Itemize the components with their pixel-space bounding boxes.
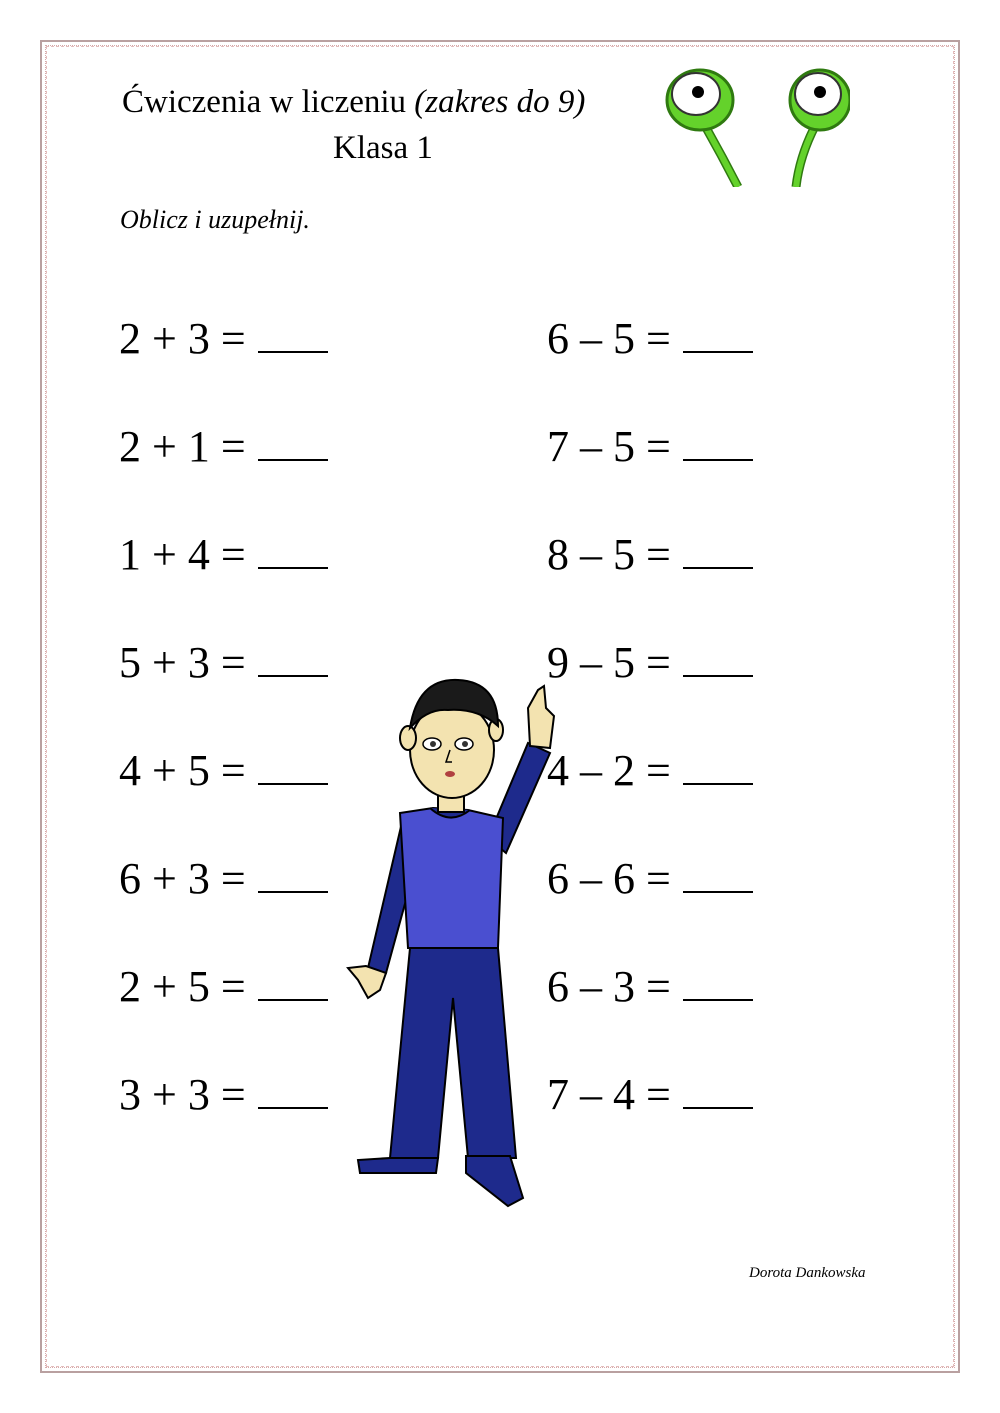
- author-signature: Dorota Dankowska: [749, 1265, 866, 1281]
- equation-text: 4 – 2 =: [547, 746, 671, 795]
- equation-text: 6 – 6 =: [547, 854, 671, 903]
- worksheet-title: [122, 84, 585, 121]
- snail-eyes-icon: [660, 62, 850, 187]
- answer-blank[interactable]: [258, 425, 328, 461]
- exercise-row: [119, 962, 328, 1011]
- grade-label: Klasa 1: [333, 130, 433, 166]
- equation-text: 4 + 5 =: [119, 746, 246, 795]
- equation-text: 6 + 3 =: [119, 854, 246, 903]
- equation-text: 6 – 5 =: [547, 314, 671, 363]
- equation-text: 8 – 5 =: [547, 530, 671, 579]
- title-main: Ćwiczenia w liczeniu: [122, 84, 407, 120]
- exercise-row: [547, 746, 753, 795]
- equation-text: 9 – 5 =: [547, 638, 671, 687]
- equation-text: 5 + 3 =: [119, 638, 246, 687]
- equation-text: 1 + 4 =: [119, 530, 246, 579]
- exercise-row: [547, 314, 753, 363]
- exercise-row: [119, 746, 328, 795]
- equation-text: 2 + 1 =: [119, 422, 246, 471]
- exercise-row: [119, 1070, 328, 1119]
- boy-pointing-illustration: [338, 668, 568, 1213]
- answer-blank[interactable]: [683, 749, 753, 785]
- exercise-row: [547, 854, 753, 903]
- equation-text: 6 – 3 =: [547, 962, 671, 1011]
- answer-blank[interactable]: [258, 857, 328, 893]
- answer-blank[interactable]: [683, 857, 753, 893]
- title-range: (zakres do 9): [414, 84, 586, 120]
- answer-blank[interactable]: [683, 965, 753, 1001]
- exercise-row: [547, 1070, 753, 1119]
- exercise-row: [547, 638, 753, 687]
- answer-blank[interactable]: [683, 1073, 753, 1109]
- exercise-row: [119, 422, 328, 471]
- answer-blank[interactable]: [258, 317, 328, 353]
- equation-text: 2 + 5 =: [119, 962, 246, 1011]
- answer-blank[interactable]: [258, 1073, 328, 1109]
- answer-blank[interactable]: [258, 749, 328, 785]
- equation-text: 7 – 4 =: [547, 1070, 671, 1119]
- answer-blank[interactable]: [683, 533, 753, 569]
- exercise-row: [547, 530, 753, 579]
- equation-text: 3 + 3 =: [119, 1070, 246, 1119]
- answer-blank[interactable]: [683, 425, 753, 461]
- equation-text: 2 + 3 =: [119, 314, 246, 363]
- exercise-row: [547, 422, 753, 471]
- answer-blank[interactable]: [683, 641, 753, 677]
- answer-blank[interactable]: [258, 533, 328, 569]
- answer-blank[interactable]: [258, 965, 328, 1001]
- instruction-text: Oblicz i uzupełnij.: [120, 205, 310, 234]
- answer-blank[interactable]: [258, 641, 328, 677]
- equation-text: 7 – 5 =: [547, 422, 671, 471]
- exercise-row: [119, 530, 328, 579]
- exercise-row: [119, 638, 328, 687]
- exercise-row: [547, 962, 753, 1011]
- exercise-row: [119, 854, 328, 903]
- exercise-row: [119, 314, 328, 363]
- answer-blank[interactable]: [683, 317, 753, 353]
